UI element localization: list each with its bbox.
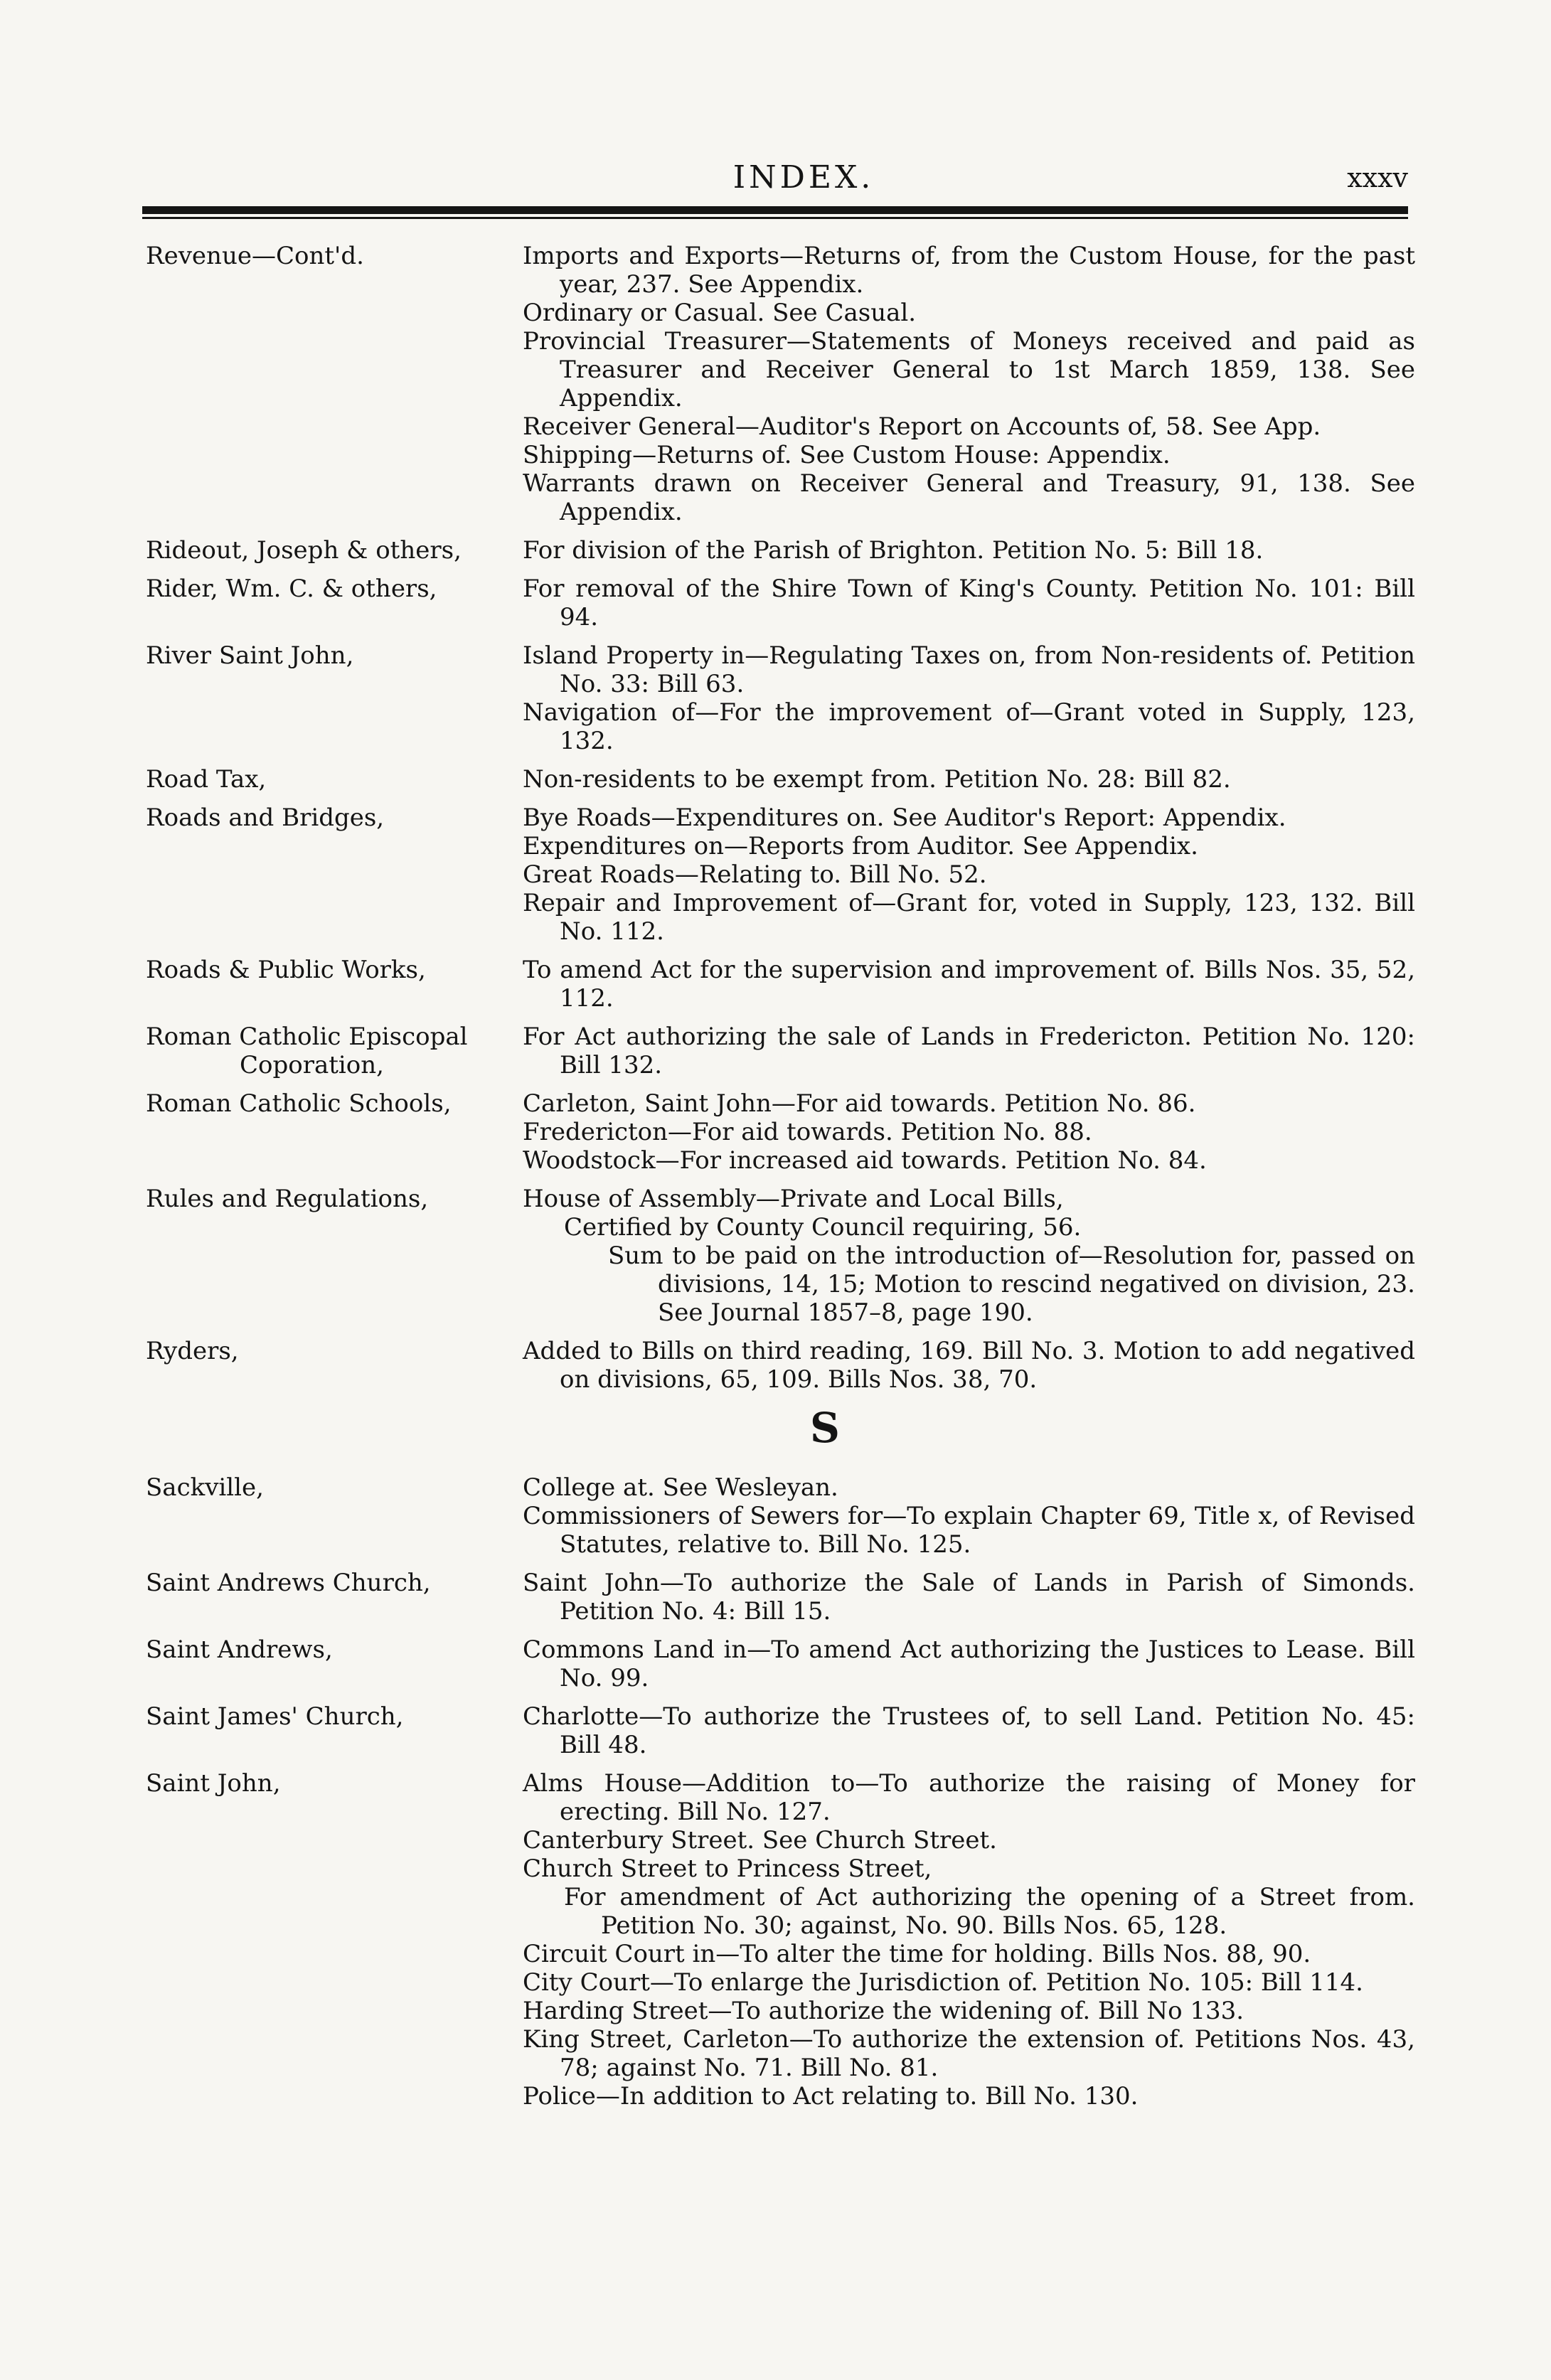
index-line: Saint John—To authorize the Sale of Lands in Parish of Simonds. Petition No. 4: Bill 15.: [523, 1569, 1415, 1626]
page-title: INDEX.: [732, 159, 875, 196]
index-line: For removal of the Shire Town of King's County. Petition No. 101: Bill 94.: [523, 575, 1415, 631]
index-entry: [146, 242, 1419, 526]
index-entry: [146, 1185, 1419, 1327]
index-entry: [146, 765, 1419, 794]
index-line: Non-residents to be exempt from. Petition No. 28: Bill 82.: [523, 765, 1231, 794]
index-line: To amend Act for the supervision and improvement of. Bills Nos. 35, 52, 112.: [523, 956, 1415, 1013]
header-rule-thin: [142, 217, 1408, 219]
index-entry: [146, 1635, 1419, 1692]
index-line: Bye Roads—Expenditures on. See Auditor's Report: Appendix.: [523, 804, 1286, 832]
index-line: Receiver General—Auditor's Report on Accounts of, 58. See App.: [523, 412, 1321, 441]
index-term: Rules and Regulations,: [146, 1185, 429, 1213]
index-term: Revenue—Cont'd.: [146, 242, 364, 270]
index-line: Island Property in—Regulating Taxes on, from Non-residents of. Petition No. 33: Bill 63.: [523, 641, 1415, 698]
index-term-main: Roman Catholic Episcopal: [146, 1023, 468, 1051]
index-term: Roman Catholic Schools,: [146, 1089, 452, 1118]
section-letter: S: [810, 1404, 840, 1452]
index-line: Fredericton—For aid towards. Petition No. 88.: [523, 1118, 1092, 1146]
index-line: Commissioners of Sewers for—To explain Chapter 69, Title x, of Revised Statutes, relative to. Bill No. 125.: [523, 1502, 1415, 1559]
index-term: Saint Andrews,: [146, 1635, 333, 1664]
index-definitions: [523, 1089, 1415, 1175]
index-term-continuation: Coporation,: [240, 1051, 384, 1079]
index-term: Sackville,: [146, 1473, 264, 1502]
index-term: River Saint John,: [146, 641, 354, 670]
index-entry: [146, 804, 1419, 946]
index-term: Roads & Public Works,: [146, 956, 426, 984]
index-line: City Court—To enlarge the Jurisdiction of. Petition No. 105: Bill 114.: [523, 1968, 1363, 1997]
index-line: Carleton, Saint John—For aid towards. Petition No. 86.: [523, 1089, 1196, 1118]
index-line: Repair and Improvement of—Grant for, voted in Supply, 123, 132. Bill No. 112.: [523, 889, 1415, 946]
index-line: Navigation of—For the improvement of—Grant voted in Supply, 123, 132.: [523, 698, 1415, 755]
index-definitions: [523, 641, 1415, 755]
index-entry: [146, 1473, 1419, 1559]
index-term: Rider, Wm. C. & others,: [146, 575, 437, 603]
index-definitions: [523, 1023, 1415, 1079]
page-header: [142, 156, 1408, 199]
index-definitions: [523, 1635, 1415, 1692]
index-line: Imports and Exports—Returns of, from the Custom House, for the past year, 237. See Appendix.: [523, 242, 1415, 299]
index-term: Roads and Bridges,: [146, 804, 385, 832]
index-term: Saint James' Church,: [146, 1702, 404, 1731]
index-subline: For amendment of Act authorizing the opening of a Street from. Petition No. 30; against, No. 90. Bills Nos. 65, 128.: [564, 1883, 1415, 1940]
index-entry: [146, 1023, 1419, 1079]
page-number: xxxv: [1347, 162, 1408, 193]
index-term: Saint John,: [146, 1769, 281, 1798]
index-line: For division of the Parish of Brighton. Petition No. 5: Bill 18.: [523, 536, 1264, 565]
index-line: Police—In addition to Act relating to. Bill No. 130.: [523, 2082, 1139, 2110]
index-line: Warrants drawn on Receiver General and Treasury, 91, 138. See Appendix.: [523, 469, 1415, 526]
index-entry: [146, 1769, 1419, 2110]
index-definitions: [523, 765, 1415, 794]
index-term: [146, 1023, 523, 1079]
index-entry: [146, 1337, 1419, 1394]
index-subline: Sum to be paid on the introduction of—Resolution for, passed on divisions, 14, 15; Motion to rescind negatived on division, 23. See Journal 1857–8, page 190.: [608, 1242, 1415, 1327]
index-line: Ordinary or Casual. See Casual.: [523, 299, 917, 327]
index-line: Added to Bills on third reading, 169. Bill No. 3. Motion to add negatived on divisions, 65, 109. Bills Nos. 38, 70.: [523, 1337, 1415, 1394]
index-entry: [146, 641, 1419, 755]
index-entry: [146, 575, 1419, 631]
index-line: Charlotte—To authorize the Trustees of, to sell Land. Petition No. 45: Bill 48.: [523, 1702, 1415, 1759]
index-definitions: [523, 242, 1415, 526]
index-entry: [146, 1089, 1419, 1175]
header-rule-thick: [142, 206, 1408, 214]
index-line: Provincial Treasurer—Statements of Moneys received and paid as Treasurer and Receiver General to 1st March 1859, 138. See Appendix.: [523, 327, 1415, 412]
index-definitions: [523, 1569, 1415, 1626]
index-content: [146, 242, 1419, 2120]
index-line: For Act authorizing the sale of Lands in Fredericton. Petition No. 120: Bill 132.: [523, 1023, 1415, 1079]
index-line: Canterbury Street. See Church Street.: [523, 1826, 997, 1855]
index-line: Alms House—Addition to—To authorize the raising of Money for erecting. Bill No. 127.: [523, 1769, 1415, 1826]
index-subline: Certified by County Council requiring, 56.: [564, 1213, 1082, 1242]
index-definitions: [523, 1185, 1415, 1327]
index-line: Shipping—Returns of. See Custom House: Appendix.: [523, 441, 1171, 469]
index-line: House of Assembly—Private and Local Bills,: [523, 1185, 1064, 1213]
index-entry: [146, 1569, 1419, 1626]
index-line: Commons Land in—To amend Act authorizing the Justices to Lease. Bill No. 99.: [523, 1635, 1415, 1692]
index-term: Rideout, Joseph & others,: [146, 536, 462, 565]
index-line: Woodstock—For increased aid towards. Petition No. 84.: [523, 1146, 1207, 1175]
index-line: Harding Street—To authorize the widening of. Bill No 133.: [523, 1997, 1244, 2025]
index-term: Ryders,: [146, 1337, 239, 1365]
index-definitions: [523, 1702, 1415, 1759]
index-entry: [146, 1702, 1419, 1759]
index-definitions: [523, 575, 1415, 631]
index-line: Great Roads—Relating to. Bill No. 52.: [523, 860, 987, 889]
index-definitions: [523, 1769, 1415, 2110]
index-line: Church Street to Princess Street,: [523, 1855, 932, 1883]
index-line: Expenditures on—Reports from Auditor. See Appendix.: [523, 832, 1198, 860]
index-definitions: [523, 1337, 1415, 1394]
index-entry: [146, 956, 1419, 1013]
index-entry: [146, 536, 1419, 565]
index-definitions: [523, 804, 1415, 946]
index-line: Circuit Court in—To alter the time for holding. Bills Nos. 88, 90.: [523, 1940, 1311, 1968]
index-term: Saint Andrews Church,: [146, 1569, 431, 1597]
index-line: College at. See Wesleyan.: [523, 1473, 838, 1502]
index-definitions: [523, 536, 1415, 565]
index-term: Road Tax,: [146, 765, 267, 794]
index-definitions: [523, 956, 1415, 1013]
index-definitions: [523, 1473, 1415, 1559]
index-line: King Street, Carleton—To authorize the extension of. Petitions Nos. 43, 78; against No. 71. Bill No. 81.: [523, 2025, 1415, 2082]
